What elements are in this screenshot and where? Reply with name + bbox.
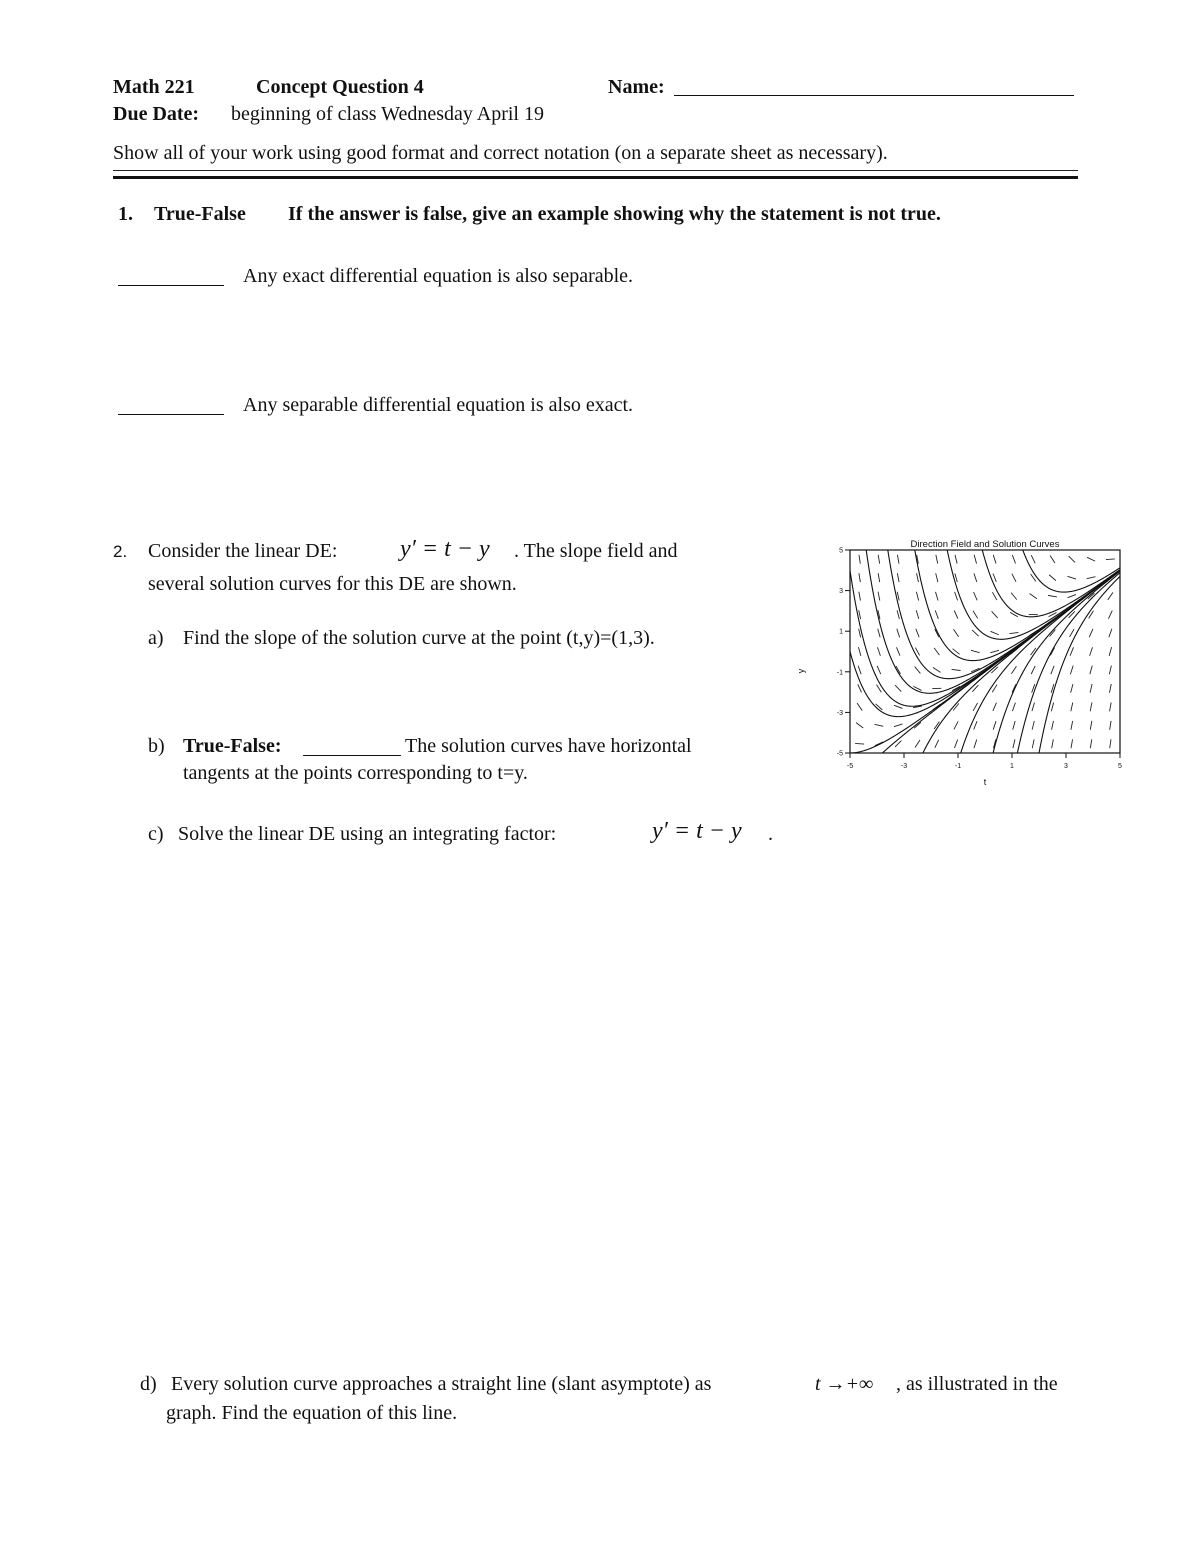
slope-segment xyxy=(916,592,918,601)
y-tick-label: 5 xyxy=(839,547,843,555)
slope-segment xyxy=(955,592,958,600)
slope-segment xyxy=(1108,611,1112,619)
slope-segment xyxy=(974,592,978,600)
slope-segment xyxy=(936,592,939,601)
due-date-text: beginning of class Wednesday April 19 xyxy=(231,103,544,125)
slope-segment xyxy=(993,721,996,730)
slope-segment xyxy=(877,647,880,656)
slope-segment xyxy=(971,650,980,652)
q1-item1-statement: Any exact differential equation is also separable. xyxy=(243,265,634,287)
slope-segment xyxy=(876,704,883,710)
solution-curve-15 xyxy=(1039,576,1120,753)
slope-segment xyxy=(878,573,880,582)
q2-intro: Consider the linear DE: xyxy=(148,540,338,562)
slope-segment xyxy=(973,703,977,711)
slope-segment xyxy=(1071,721,1073,730)
slope-segment xyxy=(859,573,860,582)
q2d-label: d) xyxy=(140,1373,157,1395)
solution-curves xyxy=(850,550,1120,753)
y-tick-label: 3 xyxy=(839,588,843,596)
slope-segment xyxy=(1012,574,1016,582)
divider-thick xyxy=(113,176,1078,179)
slope-segment xyxy=(992,611,998,618)
slope-segment xyxy=(991,667,998,673)
direction-field-chart xyxy=(796,535,1130,787)
slope-segment xyxy=(894,705,902,708)
slope-segment xyxy=(859,555,860,564)
y-tick-label: -3 xyxy=(836,709,843,717)
slope-segment xyxy=(1049,575,1056,581)
slope-segment xyxy=(875,724,884,726)
slope-segment xyxy=(993,555,996,564)
slope-segment xyxy=(859,592,861,601)
slope-segment xyxy=(1068,576,1077,579)
slope-segment xyxy=(1071,739,1073,748)
q2a-label: a) xyxy=(148,627,164,649)
q2c-equation: y′ = t − y xyxy=(652,818,742,844)
x-tick-label: -1 xyxy=(954,763,962,770)
slope-segment xyxy=(1109,684,1111,693)
chart-title: Direction Field and Solution Curves xyxy=(910,539,1060,550)
y-tick-label: -5 xyxy=(836,750,843,758)
slope-segment xyxy=(936,555,938,564)
q1-item2-statement: Any separable differential equation is also exact. xyxy=(243,394,634,416)
slope-segment xyxy=(1051,703,1053,712)
slope-segment xyxy=(1052,721,1054,730)
slope-segment xyxy=(935,740,939,748)
slope-segment xyxy=(878,629,880,638)
name-field-line[interactable] xyxy=(674,76,1074,96)
q2-intro-line2: several solution curves for this DE are shown. xyxy=(148,573,517,595)
slope-segment xyxy=(858,666,861,674)
slope-segment xyxy=(1090,702,1092,711)
slope-segment xyxy=(1013,739,1015,748)
due-date-label: Due Date: xyxy=(113,103,200,125)
slope-segment xyxy=(916,629,919,637)
q1-number: 1. xyxy=(118,203,133,225)
solution-curve-13 xyxy=(993,571,1120,753)
q2d-text-line2: graph. Find the equation of this line. xyxy=(166,1402,458,1424)
slope-segment xyxy=(954,629,959,636)
q2b-text: The solution curves have horizontal xyxy=(405,735,692,757)
slope-segment xyxy=(1070,629,1074,637)
q1-heading: True-False xyxy=(154,203,246,225)
slope-segment xyxy=(895,685,901,692)
slope-segment xyxy=(916,610,919,619)
q1-item1-answer-blank[interactable] xyxy=(118,266,224,286)
slope-segment xyxy=(954,721,958,729)
slope-segment xyxy=(1087,557,1095,561)
x-tick-label: 5 xyxy=(1118,763,1122,770)
slope-segment xyxy=(1090,666,1092,675)
slope-segment xyxy=(974,573,977,582)
slope-segment xyxy=(897,555,899,564)
slope-segment xyxy=(1032,703,1035,712)
solution-curve-2 xyxy=(850,570,1120,716)
x-tick-label: -3 xyxy=(900,763,908,770)
q2b-true-false: True-False: xyxy=(183,735,282,757)
q1-item2-answer-blank[interactable] xyxy=(118,395,224,415)
slope-segment xyxy=(915,667,921,674)
slope-segment xyxy=(1109,629,1112,637)
slope-segment xyxy=(897,610,899,619)
q1-prompt: If the answer is false, give an example showing why the statement is not true. xyxy=(288,203,941,225)
slope-segment xyxy=(1068,595,1076,598)
slope-segment xyxy=(974,555,976,564)
slope-segment xyxy=(1071,702,1073,711)
q2d-text-end: , as illustrated in the xyxy=(896,1373,1058,1395)
slope-segment xyxy=(1012,703,1015,711)
slope-segment xyxy=(1031,648,1036,655)
slope-segment xyxy=(992,592,996,600)
x-tick-label: 1 xyxy=(1010,763,1014,770)
slope-segment xyxy=(993,703,997,711)
instructions: Show all of your work using good format and correct notation (on a separate sheet as necessary). xyxy=(113,142,888,164)
slope-segment xyxy=(859,610,861,619)
slope-segment xyxy=(934,648,939,655)
slope-segment xyxy=(897,629,900,638)
slope-segment xyxy=(1032,739,1034,748)
q2d-text: Every solution curve approaches a straight line (slant asymptote) as xyxy=(171,1373,712,1395)
slope-segment xyxy=(1030,594,1037,599)
q2-equation: y′ = t − y xyxy=(400,536,490,562)
course-label: Math 221 xyxy=(113,76,195,98)
slope-segment xyxy=(1087,577,1096,579)
q2b-text-line2: tangents at the points corresponding to t=y. xyxy=(183,762,528,784)
solution-curve-7 xyxy=(947,550,1120,639)
slope-segment xyxy=(974,721,977,729)
slope-segment xyxy=(1071,684,1073,693)
slope-segment xyxy=(974,739,977,748)
slope-segment xyxy=(990,650,999,652)
slope-segment xyxy=(1011,666,1016,673)
plot-frame xyxy=(850,550,1120,753)
slope-segment xyxy=(878,555,879,564)
slope-segment xyxy=(1090,721,1092,730)
slope-segment xyxy=(1106,559,1115,560)
y-tick-label: -1 xyxy=(836,669,843,677)
slope-segment xyxy=(857,703,862,710)
q2-intro-cont: . The slope field and xyxy=(514,540,678,562)
q2b-answer-blank[interactable] xyxy=(303,736,401,756)
slope-segment xyxy=(1069,611,1075,618)
slope-segment xyxy=(954,740,957,748)
x-tick-label: 3 xyxy=(1064,763,1068,770)
solution-curve-8 xyxy=(982,550,1120,617)
slope-segment xyxy=(972,630,979,636)
slope-segment xyxy=(896,647,899,655)
slope-segment xyxy=(1090,739,1091,748)
slope-segment xyxy=(1011,593,1017,600)
slope-segment xyxy=(1009,633,1018,634)
q2-number: 2. xyxy=(113,542,128,561)
slope-segment xyxy=(1090,647,1093,656)
slope-segment xyxy=(933,667,941,672)
x-axis-label: t xyxy=(983,777,987,787)
q2c-period: . xyxy=(768,823,773,845)
slope-segment xyxy=(859,629,861,638)
slope-segment xyxy=(954,611,958,619)
slope-segment xyxy=(1032,721,1034,730)
slope-segment xyxy=(1069,556,1075,562)
slope-segment xyxy=(917,573,919,582)
y-axis-label: y xyxy=(796,668,806,674)
slope-segment xyxy=(1048,595,1057,597)
slope-segment xyxy=(894,724,903,727)
slope-segment xyxy=(936,573,938,582)
slope-segment xyxy=(915,740,920,748)
solution-curve-11 xyxy=(923,570,1120,753)
divider-thin xyxy=(113,170,1078,171)
y-tick-label: 1 xyxy=(839,628,843,636)
q2a-text: Find the slope of the solution curve at the point (t,y)=(1,3). xyxy=(183,627,655,649)
slope-segment xyxy=(935,610,938,618)
slope-segment xyxy=(973,611,978,619)
slope-segment xyxy=(1052,739,1054,748)
slope-segment xyxy=(1031,555,1035,563)
slope-segment xyxy=(1089,629,1093,637)
slope-segment xyxy=(1070,647,1073,655)
slope-segment xyxy=(993,574,996,582)
name-label: Name: xyxy=(608,76,665,98)
slope-segment xyxy=(897,573,899,582)
slope-segment xyxy=(955,555,957,564)
slope-segment xyxy=(1108,592,1113,599)
slope-segment xyxy=(1013,721,1015,730)
slope-segment xyxy=(858,684,862,692)
slope-segment xyxy=(1031,666,1035,674)
slope-segment xyxy=(878,592,880,601)
slope-segment xyxy=(1090,684,1092,693)
slope-segment xyxy=(1050,555,1055,563)
slope-segment xyxy=(1110,702,1112,711)
q2b-label: b) xyxy=(148,735,165,757)
q2d-limit: t →+∞ xyxy=(815,1373,874,1395)
q2c-text: Solve the linear DE using an integrating factor: xyxy=(178,823,557,845)
slope-segment xyxy=(1051,666,1054,674)
assignment-title: Concept Question 4 xyxy=(256,76,424,98)
q2c-label: c) xyxy=(148,823,164,845)
slope-segment xyxy=(952,669,961,670)
slope-segment xyxy=(855,743,864,744)
solution-curve-12 xyxy=(961,570,1120,753)
slope-segment xyxy=(1110,721,1111,730)
slope-segment xyxy=(858,647,860,656)
slope-segment xyxy=(877,666,881,674)
slope-segment xyxy=(1012,555,1015,563)
solution-curve-3 xyxy=(850,570,1120,706)
slope-segment xyxy=(856,723,863,728)
slope-segment xyxy=(990,631,998,634)
slope-segment xyxy=(1109,647,1111,656)
solution-curve-6 xyxy=(915,550,1120,661)
slope-segment xyxy=(1070,666,1073,675)
slope-segment xyxy=(1110,739,1111,748)
x-tick-label: -5 xyxy=(846,763,854,770)
slope-segment xyxy=(1109,666,1111,675)
